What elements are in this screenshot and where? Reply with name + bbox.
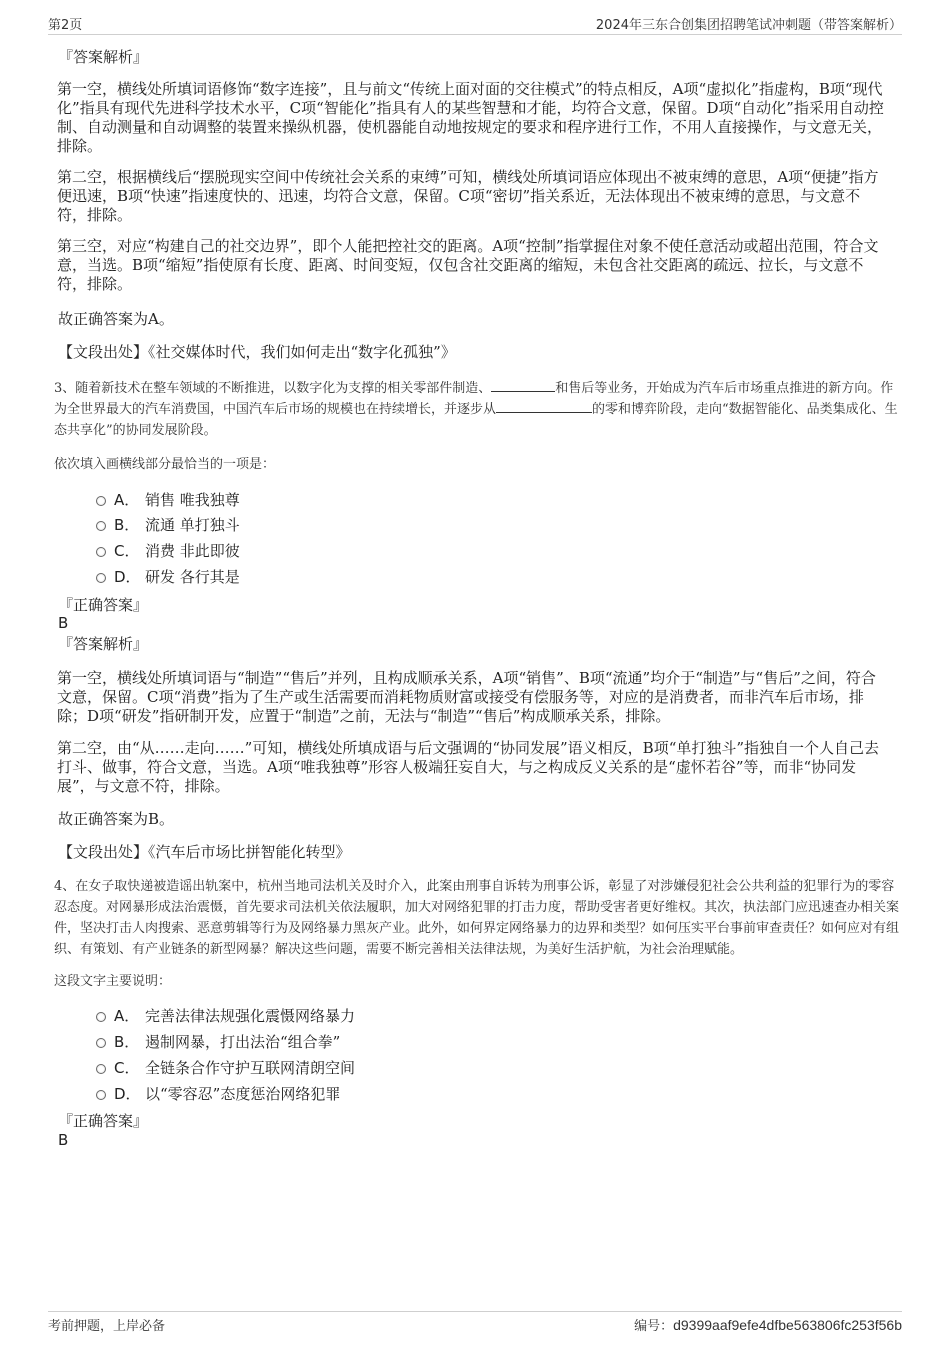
q3-text-c: 的零和博弈阶段，走向“数据智能化、品类集成化、生态共享化”的协同发展阶段。 [54,402,898,438]
q3-blank-2 [496,399,592,413]
q3-blank-1 [491,378,555,392]
radio-icon[interactable] [96,1090,106,1100]
q4-correct-answer: B [58,1131,69,1149]
footer-code-value: d9399aaf9efe4dfbe563806fc253f56b [673,1317,902,1333]
q3-correct-label: 『正确答案』 [58,596,149,614]
q2-conclusion: 故正确答案为A。 [58,310,174,328]
q3-analysis-p2: 第二空，由“从……走向……”可知，横线处所填成语与后文强调的“协同发展”语义相反，B项“单打独斗”指独自一个人自己去打斗、做事，符合文意，当选。A项“唯我独尊”形容人极端狂妄自大，与之构成反义关系的是“虚怀若谷”等，而非“协同发展”，与文意不符，排除。 [57,739,880,795]
document-title: 2024年三东合创集团招聘笔试冲刺题（带答案解析） [595,18,902,33]
q2-analysis-label: 『答案解析』 [58,48,149,66]
option-text: 完善法律法规强化震慑网络暴力 [145,1007,356,1025]
footer-code [634,1315,902,1334]
option-text: 以“零容忍”态度惩治网络犯罪 [145,1085,341,1103]
option-text: 遏制网暴，打出法治“组合拳” [145,1033,341,1051]
radio-icon[interactable] [96,1038,106,1048]
option-letter: C． [114,542,140,560]
q4-question-text: 4、在女子取快递被造谣出轨案中，杭州当地司法机关及时介入，此案由刑事自诉转为刑事公诉，彰显了对涉嫌侵犯社会公共利益的犯罪行为的零容忍态度。对网暴形成法治震慑，首先要求司法机关依法履职，加大对网络犯罪的打击力度，帮助受害者更好维权。其次，执法部门应迅速查办相关案件，坚决打击人肉搜索、恶意剪辑等行为及网络暴力黑灰产业。此外，如何界定网络暴力的边界和类型？如何压实平台事前审查责任？如何应对有组织、有策划、有产业链条的新型网暴？解决这些问题，需要不断完善相关法律法规，为美好生活护航，为社会治理赋能。 [54,879,900,957]
q3-instruction: 依次填入画横线部分最恰当的一项是： [54,457,276,472]
radio-icon[interactable] [96,1064,106,1074]
footer-slogan: 考前押题，上岸必备 [48,1319,166,1334]
option-letter: D． [114,568,141,586]
option-text: 全链条合作守护互联网清朗空间 [145,1059,356,1077]
q3-question-text [54,378,899,441]
q2-analysis-p1: 第一空，横线处所填词语修饰“数字连接”，且与前文“传统上面对面的交往模式”的特点相反，A项“虚拟化”指虚构，B项“现代化”指具有现代先进科学技术水平，C项“智能化”指具有人的某些智慧和才能，均符合文意，保留。D项“自动化”指采用自动控制、自动测量和自动调整的装置来操纵机器，使机器能自动地按规定的要求和程序进行工作，不用人直接操作，与文意无关，排除。 [57,80,884,155]
page-number: 第2页 [48,18,83,33]
option-letter: B． [114,516,140,534]
q3-source: 【文段出处】《汽车后市场比拼智能化转型》 [58,843,351,861]
option-letter: C． [114,1059,140,1077]
q3-text-b: 和售后等业务，开始成为汽车后市场重点推进的新方向。作为全世界最大的汽车消费国，中国汽车后市场的规模也在持续增长，并逐步从 [54,381,894,417]
page-header [48,14,902,35]
q3-conclusion: 故正确答案为B。 [58,810,175,828]
q3-analysis-p1: 第一空，横线处所填词语与“制造”“售后”并列，且构成顺承关系，A项“销售”、B项“流通”均介于“制造”与“售后”之间，符合文意，保留。C项“消费”指为了生产或生活需要而消耗物质财富或接受有偿服务等，对应的是消费者，而非汽车后市场，排除；D项“研发”指研制开发，应置于“制造”之前，无法与“制造”“售后”构成顺承关系，排除。 [57,669,876,725]
option-letter: A． [114,491,140,509]
q4-instruction: 这段文字主要说明： [54,974,172,989]
q3-analysis-label: 『答案解析』 [58,635,149,653]
q2-analysis-p3: 第三空，对应“构建自己的社交边界”，即个人能把控社交的距离。A项“控制”指掌握住对象不使任意活动或超出范围，符合文意，当选。B项“缩短”指使原有长度、距离、时间变短，仅包含社交距离的缩短，未包含社交距离的疏远、拉长，与文意不符，排除。 [57,237,879,293]
q4-correct-label: 『正确答案』 [58,1112,149,1130]
footer-code-label: 编号： [634,1319,674,1334]
q3-correct-answer: B [58,614,69,632]
q3-text-a: 3、随着新技术在整车领域的不断推进，以数字化为支撑的相关零部件制造、 [54,381,492,396]
option-text: 流通 单打独斗 [145,516,240,534]
option-letter: A． [114,1007,140,1025]
option-letter: D． [114,1085,141,1103]
q2-source: 【文段出处】《社交媒体时代，我们如何走出“数字化孤独”》 [58,343,456,361]
option-text: 研发 各行其是 [145,568,240,586]
page-footer [48,1311,902,1335]
q2-analysis-p2: 第二空，根据横线后“摆脱现实空间中传统社会关系的束缚”可知，横线处所填词语应体现出不被束缚的意思，A项“便捷”指方便迅速，B项“快速”指速度快的、迅速，均符合文意，保留。C项“密切”指关系近，无法体现出不被束缚的意思，与文意不符，排除。 [57,168,879,224]
option-letter: B． [114,1033,140,1051]
radio-icon[interactable] [96,521,106,531]
radio-icon[interactable] [96,573,106,583]
radio-icon[interactable] [96,1012,106,1022]
radio-icon[interactable] [96,496,106,506]
option-text: 消费 非此即彼 [145,542,240,560]
radio-icon[interactable] [96,547,106,557]
option-text: 销售 唯我独尊 [145,491,240,509]
